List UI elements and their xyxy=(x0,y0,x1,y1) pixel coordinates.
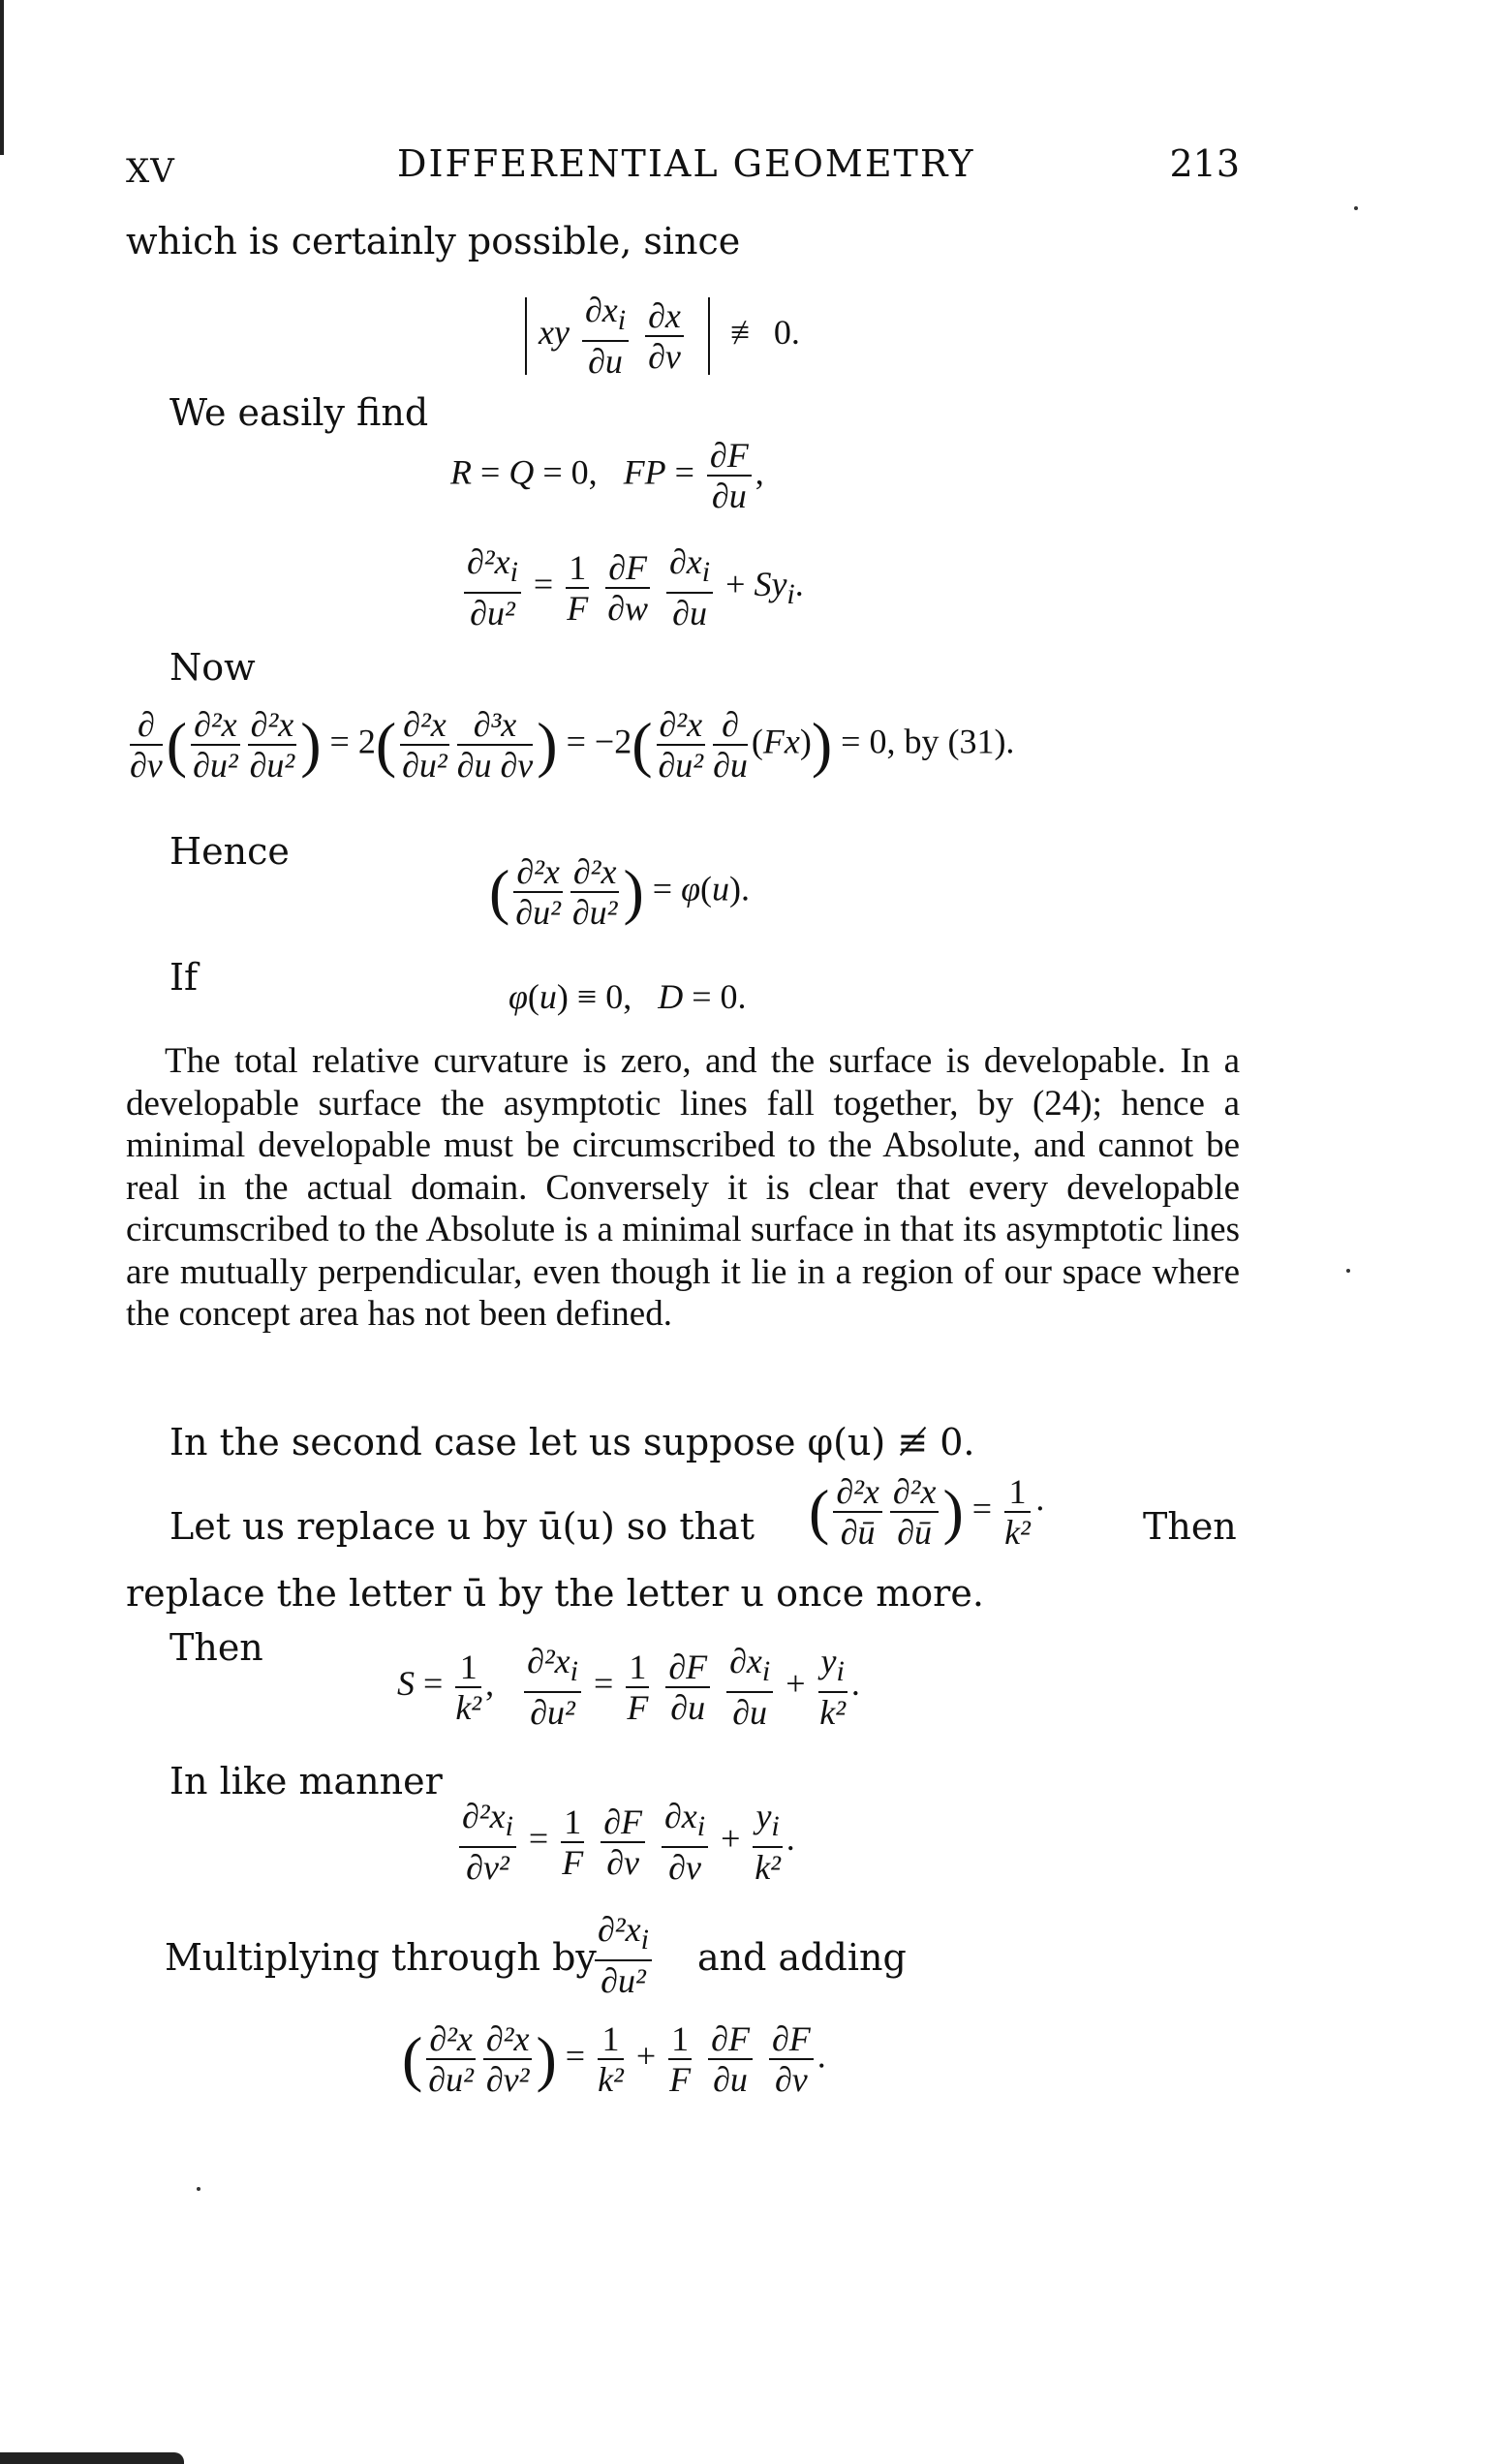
developable-paragraph xyxy=(126,1040,1240,1336)
second-case-text: In the second case let us suppose φ(u) ≢ 0. xyxy=(169,1421,975,1463)
then-inline-text: Then xyxy=(1143,1505,1237,1548)
running-title: DIFFERENTIAL GEOMETRY xyxy=(397,142,975,185)
speck-mark xyxy=(197,2187,200,2191)
speck-mark xyxy=(1346,1269,1350,1273)
determinant-equation: xy $\frac{\partial x_i}{\partial u}$ $\frac{\partial x}{\partial v}$ ≢ 0. xyxy=(513,291,800,381)
by-31: = 0, by (31). xyxy=(841,722,1015,761)
page-binding-edge xyxy=(0,0,4,155)
if-text: If xyxy=(169,956,199,999)
replace-letter-text: replace the letter ū by the letter u once more. xyxy=(126,1572,984,1615)
like-manner-text: In like manner xyxy=(169,1760,443,1802)
phi-zero-equation: φ(u) ≡ 0, D = 0. xyxy=(508,977,747,1016)
and-adding-text: and adding xyxy=(697,1936,907,1979)
vv-equation: $\frac{\partial^2x_i}{\text{∂v²}}$ = $\frac{1}{F}$ $\frac{\partial F}{\partial v}$ $\frac{\partial x_i}{\partial v}$ + $\frac{y_i}{\text{k²}}$ . xyxy=(455,1797,795,1887)
multiplying-text: Multiplying through by xyxy=(165,1936,597,1979)
s-equation: S = $\frac{1}{\text{k²}}$ , $\frac{\partial^2x_i}{\text{∂u²}}$ = $\frac{1}{F}$ $\frac{\partial F}{\partial u}$ $\frac{\partial x_i}{\partial u}$ + $\frac{y_i}{\text{k²}}$ . xyxy=(397,1642,860,1733)
hence-text: Hence xyxy=(169,830,290,873)
page-binding-shadow xyxy=(0,2452,184,2464)
final-equation: ( $\frac{\text{∂²x}}{\text{∂u²}}$ $\frac{\text{∂²x}}{\text{∂v²}}$ ) = $\frac{1}{\text{k²}}$ + $\frac{1}{F}$ $\frac{\partial F}{\partial u}$ $\frac{\partial F}{\partial v}$ . xyxy=(402,2019,826,2099)
speck-mark xyxy=(1354,206,1358,210)
then-text: Then xyxy=(169,1626,263,1669)
now-text: Now xyxy=(169,646,256,689)
easily-find-text: We easily find xyxy=(169,391,429,434)
chapter-number: XV xyxy=(126,152,175,191)
running-header xyxy=(126,140,1240,189)
let-replace-text: Let us replace u by ū(u) so that xyxy=(169,1505,755,1548)
derivative-equation: $\frac{\partial}{\partial v}$ ( $\frac{\text{∂²x}}{\text{∂u²}}$ $\frac{\text{∂²x}}{\text{∂u²}}$ ) = 2( $\frac{\text{∂²x}}{\text{∂u²}}$ $\frac{\text{∂³x}}{\partial u \partial v}$ ) = −2( $\frac{\text{∂²x}}{\text{∂u²}}$ $\frac{\partial}{\partial u}$ (Fx)) = 0, by (31). xyxy=(130,705,1015,785)
page-number: 213 xyxy=(1169,142,1240,185)
multiplying-factor: $\frac{\partial^2x_i}{\text{∂u²}}$ xyxy=(591,1910,656,2000)
paragraph-developable: The total relative curvature is zero, and the surface is developable. In a developable surface the asymptotic lines fall together, by (24); hence a minimal developable must be circumscribed to the Absolute, and cannot be real in the actual domain. Conversely it is clear that every developable circumscribed to the Absolute is a minimal surface in that its asymptotic lines are mutually perpendicular, even though it lie in a region of our space where the concept area has not been defined. xyxy=(126,1041,1240,1334)
replace-equation: ( $\frac{\text{∂²x}}{\partial ū}$ $\frac{\text{∂²x}}{\partial ū}$ ) = $\frac{1}{\text{k²}}$ · xyxy=(809,1472,1046,1552)
xi-uu-equation: $\frac{\partial^2x_i}{\text{∂u²}}$ = $\frac{1}{F}$ $\frac{\partial F}{\partial w}$ $\frac{\partial x_i}{\partial u}$ + $Sy_i$. xyxy=(460,542,804,632)
rq-equation: R = Q = 0, FP = $\frac{\partial F}{\partial u}$ , xyxy=(450,436,764,515)
phi-equation: ( $\frac{\text{∂²x}}{\text{∂u²}}$ $\frac{\text{∂²x}}{\text{∂u²}}$ ) = φ(u). xyxy=(489,852,750,932)
intro-text: which is certainly possible, since xyxy=(126,220,741,262)
